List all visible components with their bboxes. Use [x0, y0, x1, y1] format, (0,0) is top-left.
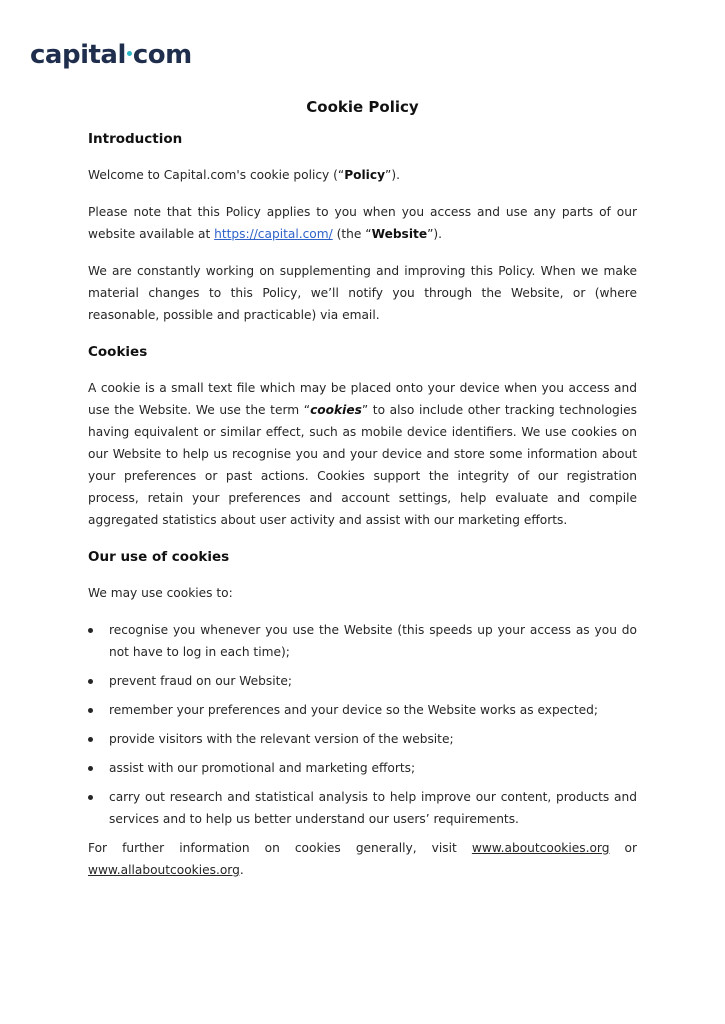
intro-paragraph-2: Please note that this Policy applies to you when you access and use any parts of our website available at https://capital.com/ (the “Website”).: [88, 205, 637, 241]
capital-website-link[interactable]: https://capital.com/: [214, 227, 333, 241]
bullet-icon: [88, 795, 93, 800]
bullet-icon: [88, 766, 93, 771]
our-use-intro: We may use cookies to:: [88, 586, 233, 600]
introduction-heading: Introduction: [88, 131, 183, 147]
our-use-heading: Our use of cookies: [88, 549, 230, 565]
bullet-icon: [88, 628, 93, 633]
capital-com-logo: capital com: [30, 40, 192, 70]
intro-paragraph-1: Welcome to Capital.com's cookie policy (“Policy”).: [88, 168, 400, 182]
intro-paragraph-3: We are constantly working on supplementing and improving this Policy. When we make material changes to this Policy, we’ll notify you through the Website, or (where reasonable, possible and practicable) via email.: [88, 264, 637, 322]
list-item: assist with our promotional and marketing efforts;: [88, 757, 637, 779]
allaboutcookies-link[interactable]: www.allaboutcookies.org: [88, 863, 240, 877]
list-item: remember your preferences and your device so the Website works as expected;: [88, 699, 637, 721]
bullet-icon: [88, 679, 93, 684]
bullet-icon: [88, 708, 93, 713]
list-item: prevent fraud on our Website;: [88, 670, 637, 692]
cookie-uses-list: [88, 619, 637, 830]
further-info-paragraph: For further information on cookies generally, visit www.aboutcookies.org or www.allaboutcookies.org.: [88, 841, 637, 877]
page-title: Cookie Policy: [306, 98, 419, 116]
list-item: carry out research and statistical analysis to help improve our content, products and services and to help us better understand our users’ requirements.: [88, 786, 637, 830]
document-body: [88, 96, 637, 896]
cookies-heading: Cookies: [88, 344, 148, 360]
logo-dot: [127, 51, 132, 56]
aboutcookies-link[interactable]: www.aboutcookies.org: [471, 841, 610, 855]
bullet-icon: [88, 737, 93, 742]
list-item: recognise you whenever you use the Website (this speeds up your access as you do not have to log in each time);: [88, 619, 637, 663]
cookies-paragraph: A cookie is a small text file which may be placed onto your device when you access and use the Website. We use the term “cookies” to also include other tracking technologies having equivalent or similar effect, such as mobile device identifiers. We use cookies on our Website to help us recognise you and your device and store some information about your preferences or past actions. Cookies support the integrity of our registration process, retain your preferences and account settings, help evaluate and compile aggregated statistics about user activity and assist with our marketing efforts.: [88, 381, 637, 527]
list-item: provide visitors with the relevant version of the website;: [88, 728, 637, 750]
